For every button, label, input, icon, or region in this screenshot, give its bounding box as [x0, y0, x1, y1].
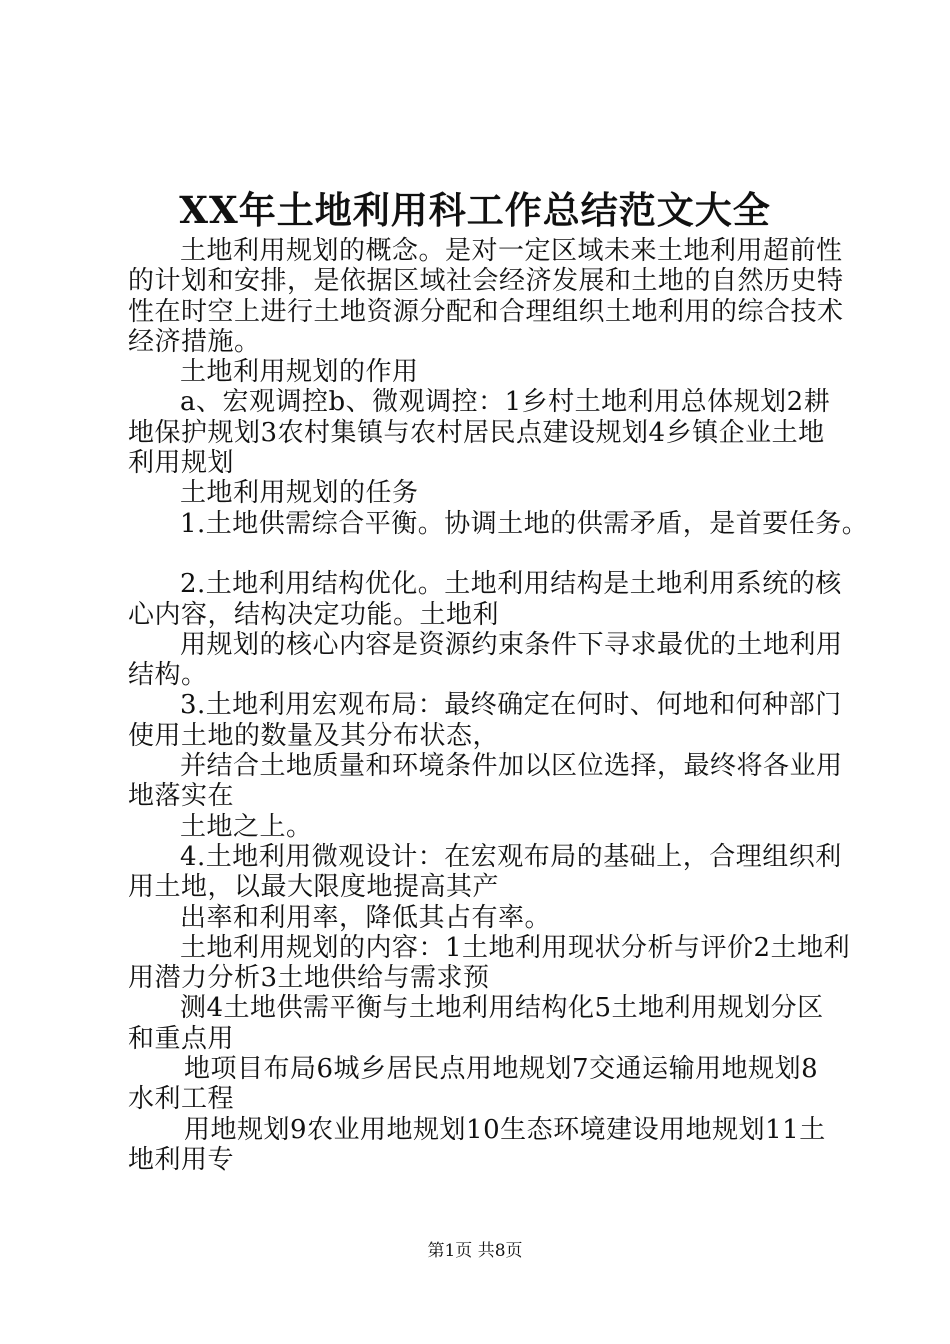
document-body: [128, 236, 869, 1175]
paragraph-line: 土地利用规划的内容：1土地利用现状分析与评价2土地利: [180, 932, 851, 963]
paragraph-line: 结构。: [128, 660, 208, 691]
page-footer: 第1页 共8页: [427, 1241, 523, 1261]
paragraph-line: 1.土地供需综合平衡。协调土地的供需矛盾，是首要任务。: [180, 508, 869, 539]
paragraph-line: 测4土地供需平衡与土地利用结构化5土地利用规划分区: [180, 993, 824, 1024]
paragraph-line: 心内容，结构决定功能。土地利: [128, 599, 500, 630]
blank-line: [128, 539, 848, 569]
paragraph-line: 地保护规划3农村集镇与农村居民点建设规划4乡镇企业土地: [128, 417, 825, 448]
paragraph-line: 用规划的核心内容是资源约束条件下寻求最优的土地利用: [180, 629, 843, 660]
section-heading: 土地利用规划的任务: [180, 478, 419, 509]
paragraph-line: 用地规划9农业用地规划10生态环境建设用地规划11土: [184, 1114, 826, 1145]
paragraph-line: 土地利用规划的概念。是对一定区域未来土地利用超前性: [180, 236, 843, 266]
paragraph-line: 经济措施。: [128, 326, 261, 357]
paragraph-line: 性在时空上进行土地资源分配和合理组织土地利用的综合技术: [128, 296, 844, 327]
paragraph-line: 和重点用: [128, 1023, 235, 1054]
section-heading: 土地利用规划的作用: [180, 357, 419, 388]
paragraph-line: 土地之上。: [180, 811, 313, 842]
paragraph-line: 3.土地利用宏观布局：最终确定在何时、何地和何种部门: [180, 690, 842, 721]
paragraph-line: 使用土地的数量及其分布状态，: [128, 720, 500, 751]
paragraph-line: a、宏观调控b、微观调控：1乡村土地利用总体规划2耕: [180, 387, 831, 418]
paragraph-line: 利用规划: [128, 448, 235, 479]
paragraph-line: 用土地，以最大限度地提高其产: [128, 872, 500, 903]
document-title: XX年土地利用科工作总结范文大全: [179, 188, 771, 232]
paragraph-line: 地利用专: [128, 1144, 235, 1175]
paragraph-line: 2.土地利用结构优化。土地利用结构是土地利用系统的核: [180, 569, 842, 600]
paragraph-line: 用潜力分析3土地供给与需求预: [128, 963, 490, 994]
paragraph-line: 出率和利用率，降低其占有率。: [180, 902, 552, 933]
paragraph-line: 的计划和安排，是依据区域社会经济发展和土地的自然历史特: [128, 266, 844, 297]
paragraph-line: 地项目布局6城乡居民点用地规划7交通运输用地规划8: [184, 1054, 819, 1085]
paragraph-line: 水利工程: [128, 1084, 235, 1115]
paragraph-line: 地落实在: [128, 781, 235, 812]
paragraph-line: 并结合土地质量和环境条件加以区位选择，最终将各业用: [180, 751, 843, 782]
paragraph-line: 4.土地利用微观设计：在宏观布局的基础上，合理组织利: [180, 841, 842, 872]
